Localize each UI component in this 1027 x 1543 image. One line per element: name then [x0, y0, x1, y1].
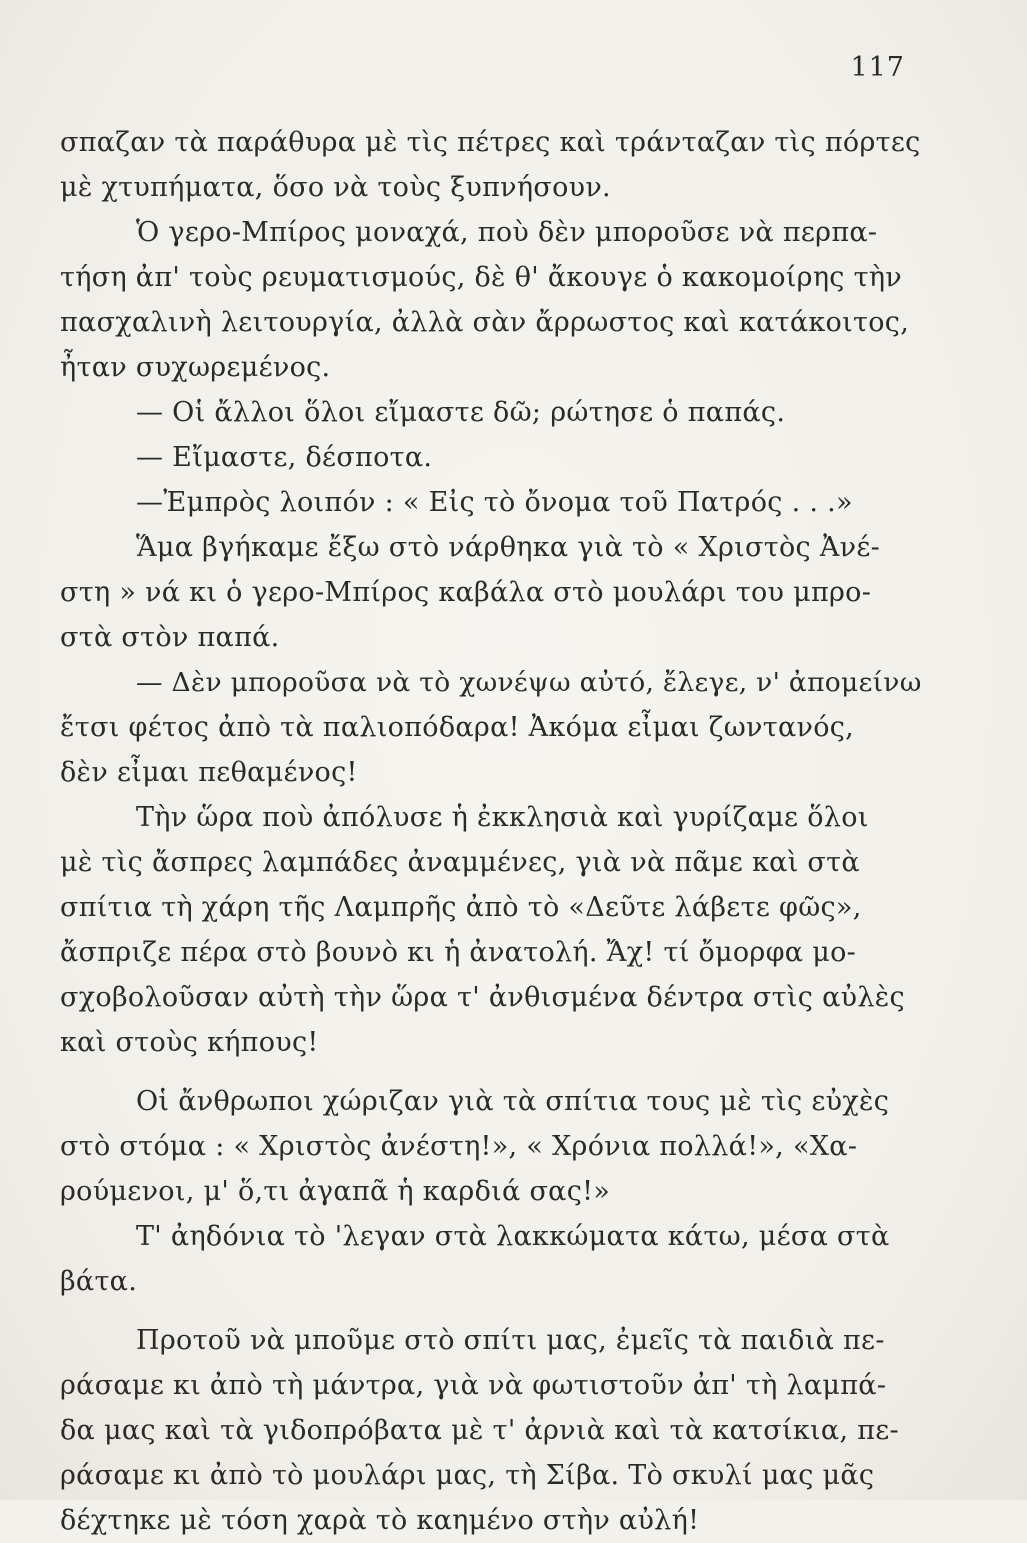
text-line: σχοβολοῦσαν αὐτὴ τὴν ὥρα τ' ἀνθισμένα δέντρα στὶς αὐλὲς	[60, 982, 905, 1013]
page-number: 117	[850, 52, 905, 83]
text-line: — Οἱ ἄλλοι ὅλοι εἴμαστε δῶ; ρώτησε ὁ παπάς.	[136, 397, 786, 428]
text-line: καὶ στοὺς κήπους!	[60, 1027, 319, 1058]
text-line: στη » νά κι ὁ γερο-Μπίρος καβάλα στὸ μουλάρι του μπρο-	[60, 577, 872, 608]
text-line: δὲν εἶμαι πεθαμένος!	[60, 757, 358, 788]
text-line: σπαζαν τὰ παράθυρα μὲ τὶς πέτρες καὶ τράνταζαν τὶς πόρτες	[60, 127, 921, 158]
text-line: Ὁ γερο-Μπίρος μοναχά, ποὺ δὲν μποροῦσε νὰ περπα-	[136, 217, 878, 248]
text-line: ράσαμε κι ἀπὸ τὸ μουλάρι μας, τὴ Σίβα. Τὸ σκυλί μας μᾶς	[60, 1460, 875, 1491]
text-line: ἔτσι φέτος ἀπὸ τὰ παλιοπόδαρα! Ἀκόμα εἶμαι ζωντανός,	[60, 712, 855, 743]
text-line: μὲ τὶς ἄσπρες λαμπάδες ἀναμμένες, γιὰ νὰ πᾶμε καὶ στὰ	[60, 847, 860, 878]
text-line: στὰ στὸν παπά.	[60, 622, 280, 653]
text-line: Τ' ἀηδόνια τὸ 'λεγαν στὰ λακκώματα κάτω, μέσα στὰ	[136, 1221, 890, 1252]
text-line: ἦταν συχωρεμένος.	[60, 352, 331, 383]
text-line: Προτοῦ νὰ μποῦμε στὸ σπίτι μας, ἐμεῖς τὰ παιδιὰ πε-	[136, 1325, 885, 1356]
body-text	[60, 120, 922, 1543]
text-line: Οἱ ἄνθρωποι χώριζαν γιὰ τὰ σπίτια τους μὲ τὶς εὐχὲς	[136, 1086, 890, 1117]
text-line: — Εἴμαστε, δέσποτα.	[136, 442, 433, 473]
text-line: δέχτηκε μὲ τόση χαρὰ τὸ καημένο στὴν αὐλή!	[60, 1505, 700, 1536]
text-line: — Δὲν μποροῦσα νὰ τὸ χωνέψω αὐτό, ἔλεγε, ν' ἀπομείνω	[136, 667, 922, 698]
text-line: πασχαλινὴ λειτουργία, ἀλλὰ σὰν ἄρρωστος καὶ κατάκοιτος,	[60, 307, 910, 338]
text-line: Τὴν ὥρα ποὺ ἀπόλυσε ἡ ἐκκλησιὰ καὶ γυρίζαμε ὅλοι	[136, 802, 869, 833]
text-line: τήση ἀπ' τοὺς ρευματισμούς, δὲ θ' ἄκουγε ὁ κακομοίρης τὴν	[60, 262, 903, 293]
text-line: βάτα.	[60, 1266, 138, 1297]
text-line: ρούμενοι, μ' ὅ,τι ἀγαπᾶ ἡ καρδιά σας!»	[60, 1176, 611, 1207]
text-line: σπίτια τὴ χάρη τῆς Λαμπρῆς ἀπὸ τὸ «Δεῦτε λάβετε φῶς»,	[60, 892, 862, 923]
text-line: Ἅμα βγήκαμε ἔξω στὸ νάρθηκα γιὰ τὸ « Χριστὸς Ἀνέ-	[136, 532, 881, 563]
text-line: στὸ στόμα : « Χριστὸς ἀνέστη!», « Χρόνια πολλά!», «Χα-	[60, 1131, 858, 1162]
text-line: —Ἐμπρὸς λοιπόν : « Εἰς τὸ ὄνομα τοῦ Πατρός . . .»	[136, 487, 853, 518]
text-line: ράσαμε κι ἀπὸ τὴ μάντρα, γιὰ νὰ φωτιστοῦν ἀπ' τὴ λαμπά-	[60, 1370, 887, 1401]
text-line: μὲ χτυπήματα, ὅσο νὰ τοὺς ξυπνήσουν.	[60, 172, 611, 203]
text-line: δα μας καὶ τὰ γιδοπρόβατα μὲ τ' ἀρνιὰ καὶ τὰ κατσίκια, πε-	[60, 1415, 899, 1446]
text-line: ἄσπριζε πέρα στὸ βουνὸ κι ἡ ἀνατολή. Ἄχ! τί ὄμορφα μο-	[60, 937, 857, 968]
